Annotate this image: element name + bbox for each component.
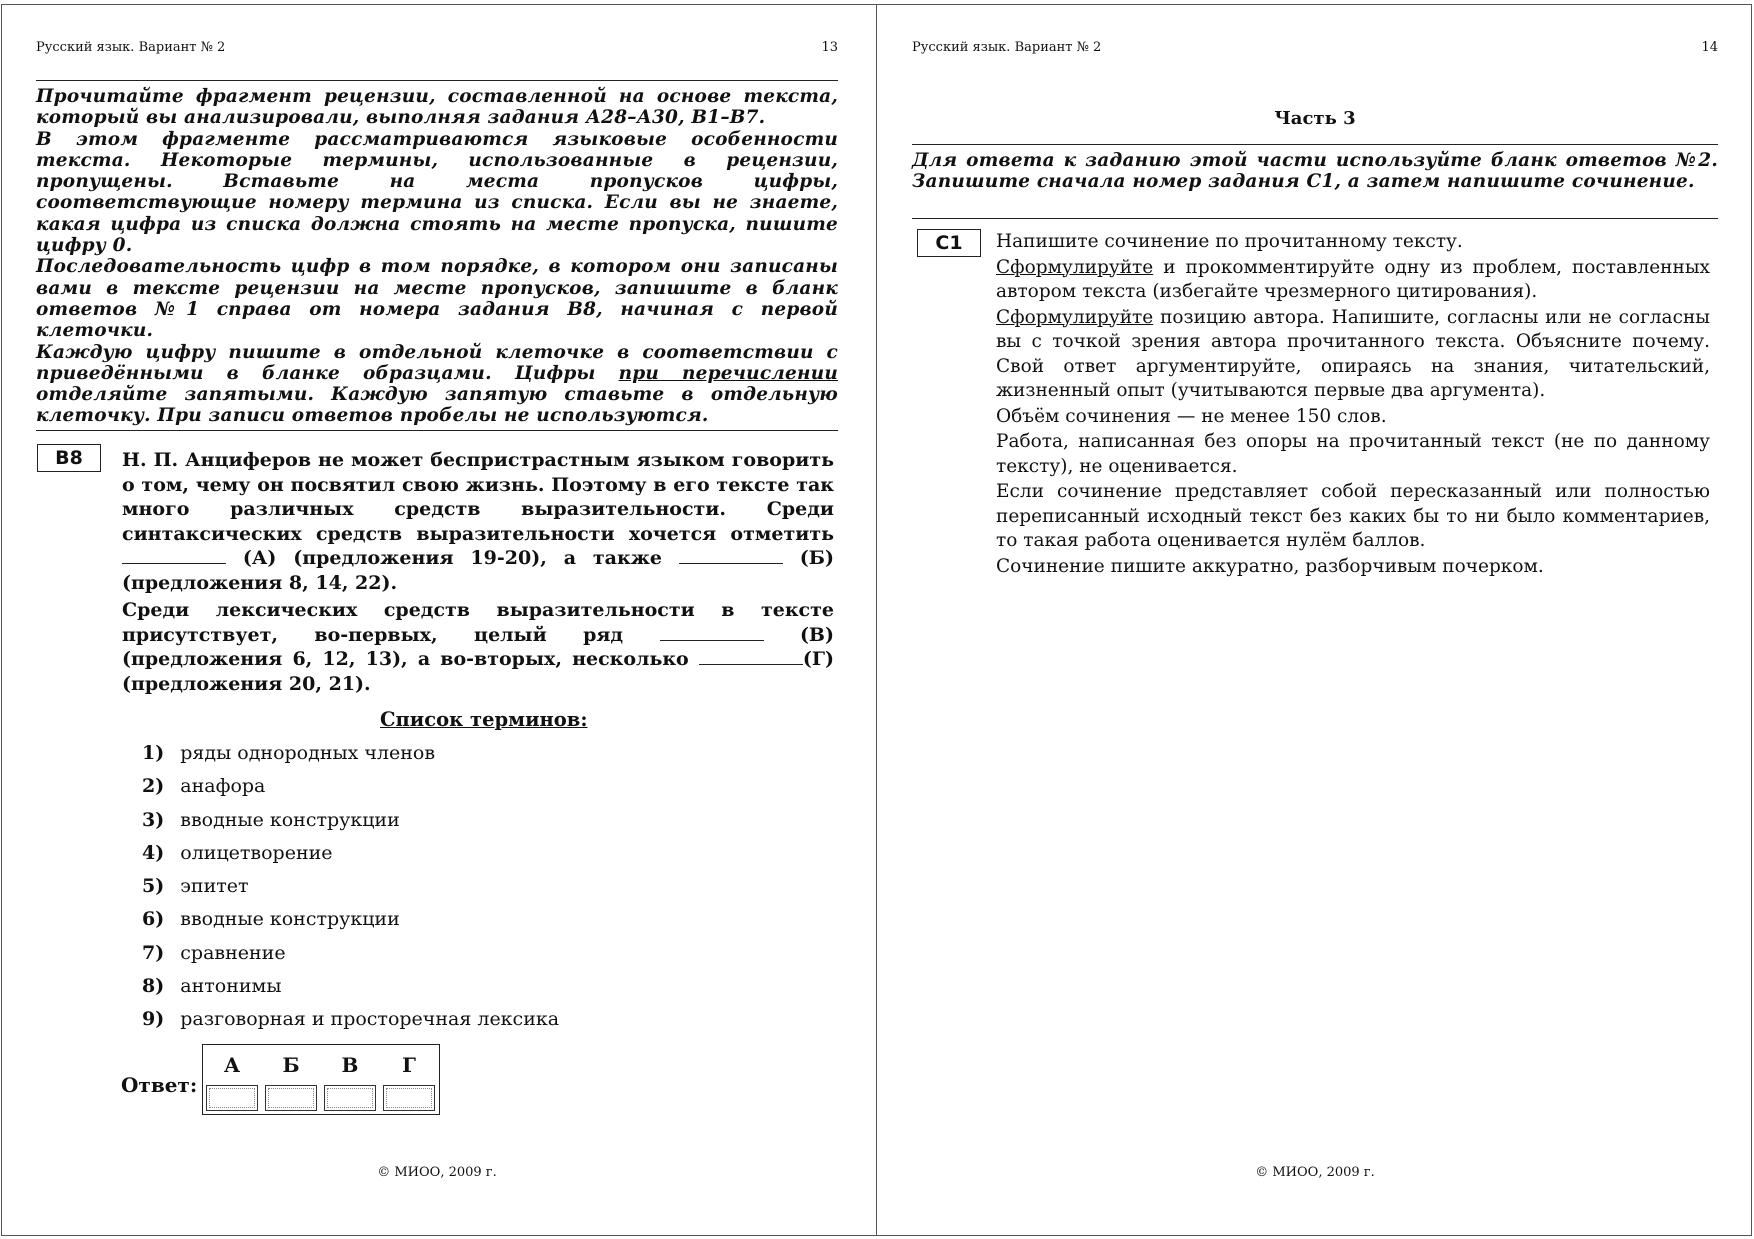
- answer-letters: [203, 1053, 439, 1077]
- blank-a: [122, 549, 226, 564]
- c1-paragraph: Работа, написанная без опоры на прочитанный текст (не по данному тексту), не оценивается.: [996, 431, 1710, 477]
- list-item: 9) разговорная и просторечная лексика: [142, 1008, 560, 1031]
- list-item: 6) вводные конструкции: [142, 908, 400, 931]
- c1-paragraph: Объём сочинения — не менее 150 слов.: [996, 405, 1387, 427]
- instruction-paragraph: В этом фрагменте рассматриваются языковые особенности текста. Некоторые термины, использованные в рецензии, пропущены. Вставьте на места пропусков цифры, соответствующие номеру термина из списка. Если вы не знаете, какая цифра из списка должна стоять на месте пропуска, пишите цифру 0.: [36, 128, 838, 257]
- answer-cell-v[interactable]: [324, 1085, 376, 1111]
- instructions-block: [36, 86, 838, 427]
- list-item: 5) эпитет: [142, 875, 249, 898]
- list-item: 7) сравнение: [142, 941, 286, 964]
- left-page: [36, 4, 838, 1236]
- answer-letter-b: Б: [282, 1053, 300, 1077]
- answer-cell-g[interactable]: [383, 1085, 435, 1111]
- terms-list: [142, 742, 559, 1042]
- blank-v: [660, 626, 764, 641]
- c1-paragraph: Если сочинение представляет собой пересказанный или полностью переписанный исходный текст без каких бы то ни было комментариев, то такая работа оценивается нулём баллов.: [996, 481, 1710, 551]
- page-footer: © МИОО, 2009 г.: [1255, 1165, 1375, 1180]
- bottom-rule: [912, 218, 1718, 219]
- bottom-rule: [36, 430, 838, 431]
- c1-text: [996, 230, 1710, 580]
- review-paragraph-2: Среди лексических средств выразительности в тексте присутствует, во-первых, целый ряд (В) (предложения 6, 12, 13), а во-вторых, несколько (Г) (предложения 20, 21).: [122, 599, 834, 695]
- answer-letter-a: А: [223, 1053, 241, 1077]
- page-number: 13: [821, 40, 838, 55]
- blank-b: [679, 549, 783, 564]
- header-title: Русский язык. Вариант № 2: [36, 40, 226, 55]
- instruction-paragraph: Прочитайте фрагмент рецензии, составленной на основе текста, который вы анализировали, выполняя задания А28–А30, В1–В7.: [36, 86, 838, 129]
- right-page: [912, 4, 1718, 1236]
- answer-cell-a[interactable]: [206, 1085, 258, 1111]
- top-rule: [36, 80, 838, 81]
- answer-letter-v: В: [341, 1053, 359, 1077]
- list-item: 1) ряды однородных членов: [142, 742, 436, 764]
- terms-title: Список терминов:: [380, 708, 588, 731]
- header-title: Русский язык. Вариант № 2: [912, 40, 1102, 55]
- page-header: [912, 40, 1718, 55]
- c1-paragraph: Сочинение пишите аккуратно, разборчивым почерком.: [996, 555, 1544, 577]
- list-item: 2) анафора: [142, 775, 266, 798]
- instruction-paragraph: Последовательность цифр в том порядке, в котором они записаны вами в тексте рецензии на месте пропусков, запишите в бланк ответов №1 справа от номера задания В8, начиная с первой клеточки.: [36, 256, 838, 342]
- list-item: 3) вводные конструкции: [142, 808, 400, 831]
- c1-paragraph: Напишите сочинение по прочитанному тексту.: [996, 231, 1463, 252]
- top-rule: [912, 144, 1718, 145]
- page-number: 14: [1701, 40, 1718, 55]
- list-item: 4) олицетворение: [142, 841, 333, 864]
- blank-g: [699, 650, 803, 665]
- part-title: Часть 3: [1274, 108, 1356, 129]
- page-footer: © МИОО, 2009 г.: [377, 1165, 497, 1180]
- list-item: 8) антонимы: [142, 975, 282, 998]
- c1-paragraph: Сформулируйте и прокомментируйте одну из проблем, поставленных автором текста (избегайте чрезмерного цитирования).: [996, 256, 1710, 302]
- instructions-block: Для ответа к заданию этой части используйте бланк ответов №2. Запишите сначала номер задания С1, а затем напишите сочинение.: [912, 150, 1718, 193]
- answer-label: Ответ:: [121, 1073, 198, 1097]
- answer-grid: [202, 1044, 440, 1115]
- instruction-paragraph: Каждую цифру пишите в отдельной клеточке в соответствии с приведёнными в бланке образцами. Цифры при перечислении отделяйте запятыми. Каждую запятую ставьте в отдельную клеточку. При записи ответов пробелы не используются.: [36, 341, 838, 427]
- answer-letter-g: Г: [402, 1053, 416, 1077]
- task-label-b8: В8: [37, 444, 101, 472]
- page-header: [36, 40, 838, 55]
- c1-paragraph: Сформулируйте позицию автора. Напишите, согласны или не согласны вы с точкой зрения автора прочитанного текста. Объясните почему. Свой ответ аргументируйте, опираясь на знания, читательский, жизненный опыт (учитываются первые два аргумента).: [996, 306, 1710, 401]
- review-text: [122, 448, 834, 699]
- review-paragraph-1: Н. П. Анциферов не может беспристрастным языком говорить о том, чему он посвятил свою жизнь. Поэтому в его тексте так много различных средств выразительности. Среди синтаксических средств выразительности хочется отметить (А) (предложения 19-20), а также (Б) (предложения 8, 14, 22).: [122, 449, 834, 594]
- answer-cell-b[interactable]: [265, 1085, 317, 1111]
- task-label-c1: С1: [917, 229, 981, 257]
- page-divider: [876, 4, 877, 1236]
